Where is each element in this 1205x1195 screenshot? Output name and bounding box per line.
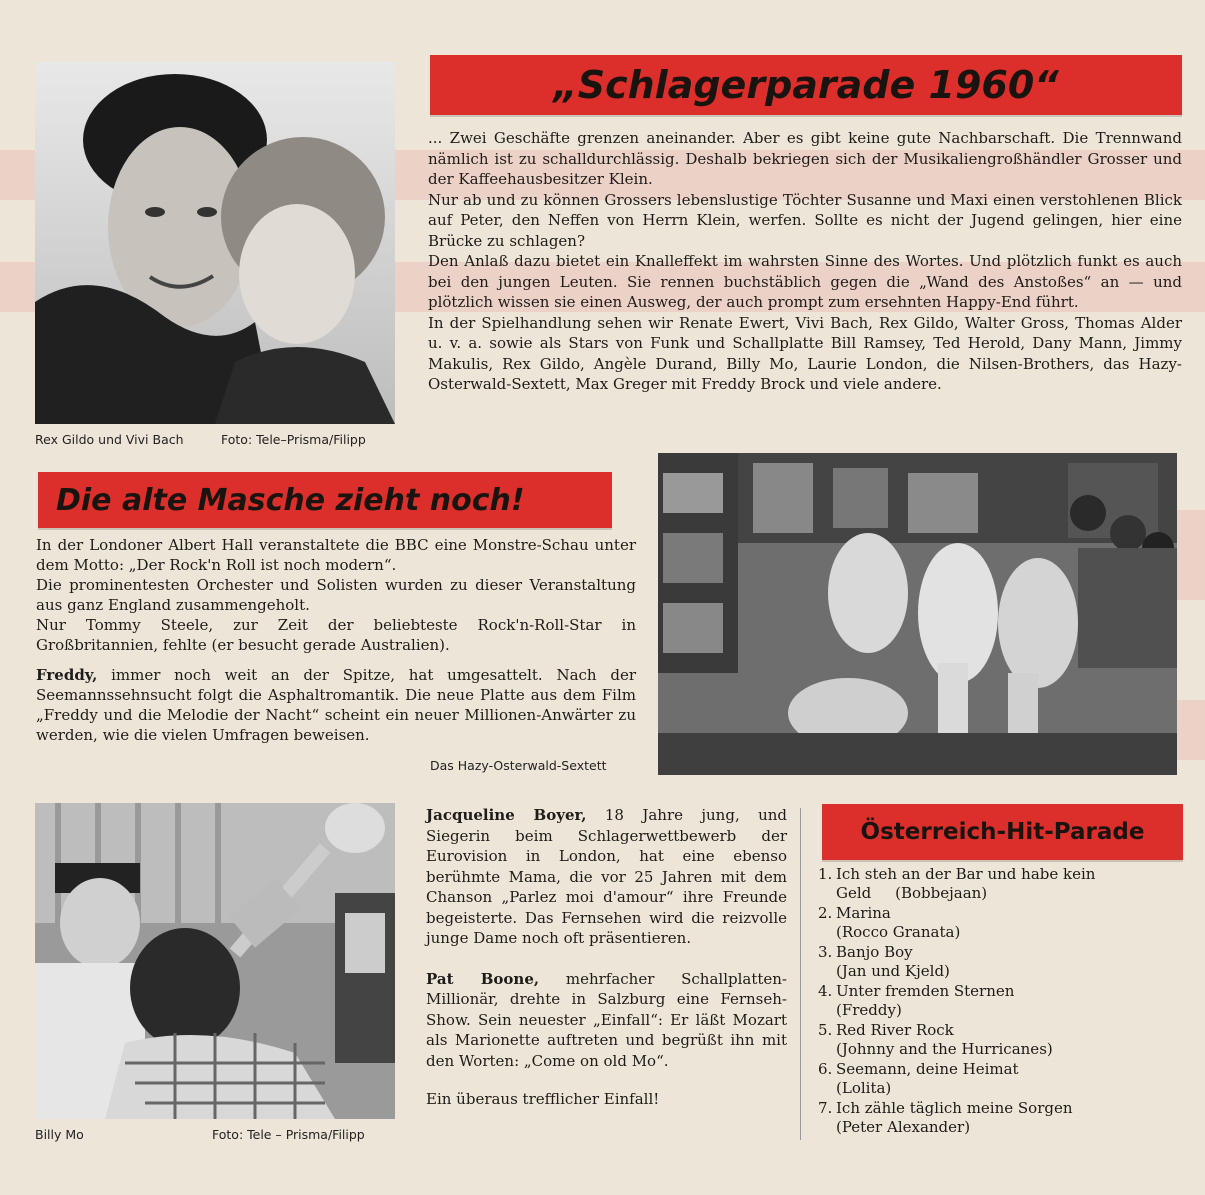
article-paragraph: ... Zwei Geschäfte grenzen aneinander. Aber es gibt keine gute Nachbarschaft. Die Trennwand nämlich ist zu schalldurchlässig. Deshalb bekriegen sich der Musikaliengroßhändler Grosser und der Kaffeehausbesitzer Klein. — [428, 129, 1182, 188]
list-item-number: 3. — [818, 943, 833, 961]
article-paragraph-freddy — [36, 665, 636, 745]
headline-hitparade — [822, 804, 1183, 860]
list-item — [818, 1099, 1183, 1137]
article-boyer-boone — [426, 805, 787, 1110]
list-item-title: Marina — [836, 904, 891, 922]
list-item-number: 2. — [818, 904, 833, 922]
hitparade-list — [818, 865, 1183, 1138]
caption-photo3-credit: Foto: Tele – Prisma/Filipp — [212, 1127, 365, 1142]
column-divider — [800, 808, 801, 1140]
list-item-number: 7. — [818, 1099, 833, 1117]
headline-schlagerparade — [430, 55, 1182, 115]
headline-alte-masche-text: Die alte Masche zieht noch! — [56, 482, 525, 518]
caption-photo1-names: Rex Gildo und Vivi Bach — [35, 432, 184, 447]
list-item — [818, 904, 1183, 942]
list-item-artist: (Lolita) — [836, 1079, 892, 1097]
article-paragraph-boone — [426, 969, 787, 1072]
article-paragraph: Den Anlaß dazu bietet ein Knalleffekt im wahrsten Sinne des Wortes. Und plötzlich funkt es auch bei den jungen Leuten. Sie rennen buchstäblich gegen die „Wand des Anstoßes“ an — und plötzlich wissen sie einen Ausweg, der auch prompt zum ersehnten Happy-End führt. — [428, 252, 1182, 311]
list-item — [818, 982, 1183, 1020]
list-item-title: Seemann, deine Heimat — [836, 1060, 1019, 1078]
list-item-number: 1. — [818, 865, 833, 883]
headline-hitparade-text: Österreich-Hit-Parade — [860, 819, 1145, 845]
list-item-title: Red River Rock — [836, 1021, 954, 1039]
list-item — [818, 1060, 1183, 1098]
article-alte-masche — [36, 535, 636, 745]
article-paragraph: Nur ab und zu können Grossers lebenslustige Töchter Susanne und Maxi einen verstohlenen Blick auf Peter, den Neffen von Herrn Klein, werfen. Sollte es nicht der Jugend gelingen, hier eine Brücke zu schlagen? — [428, 190, 1182, 250]
list-item-number: 5. — [818, 1021, 833, 1039]
caption-hazy-osterwald: Das Hazy-Osterwald-Sextett — [430, 758, 607, 773]
list-item-artist: (Freddy) — [836, 1001, 902, 1019]
article-paragraph: In der Spielhandlung sehen wir Renate Ewert, Vivi Bach, Rex Gildo, Walter Gross, Thomas Alder u. v. a. sowie als Stars von Funk und Schallplatte Bill Ramsey, Ted Herold, Dany Mann, Jimmy Makulis, Rex Gildo, Angèle Durand, Billy Mo, Laurie London, die Nilsen-Brothers, das Hazy-Osterwald-Sextett, Max Greger mit Freddy Brock und viele andere. — [428, 313, 1182, 393]
photo-hazy-osterwald-sextett — [658, 453, 1177, 775]
article-schlagerparade — [428, 128, 1182, 395]
list-item-artist: (Rocco Granata) — [836, 923, 961, 941]
caption-photo3-name: Billy Mo — [35, 1127, 84, 1142]
boone-bold: Pat Boone, — [426, 969, 540, 988]
list-item-artist: (Johnny and the Hurricanes) — [836, 1040, 1053, 1058]
article-paragraph-einfall: Ein überaus trefflicher Einfall! — [426, 1090, 660, 1108]
article-paragraph: Die prominentesten Orchester und Solisten wurden zu dieser Veranstaltung aus ganz England zusammengeholt. — [36, 576, 636, 614]
boone-text: mehrfacher Schallplatten-Millionär, drehte in Salzburg eine Fernseh-Show. Sein neuester „Einfall“: Er läßt Mozart als Marionette auftreten und begrüßt ihn mit den Worten: „Come on old Mo“. — [426, 969, 788, 1070]
pink-band — [1175, 700, 1205, 760]
caption-photo1-credit: Foto: Tele–Prisma/Filipp — [221, 432, 366, 447]
boyer-bold: Jacqueline Boyer, — [426, 806, 587, 824]
photo-rex-gildo-vivi-bach — [35, 62, 395, 424]
list-item — [818, 865, 1183, 903]
list-item-title: Ich zähle täglich meine Sorgen — [836, 1099, 1073, 1117]
list-item — [818, 1021, 1183, 1059]
list-item-title: Banjo Boy — [836, 943, 913, 961]
list-item-number: 6. — [818, 1060, 833, 1078]
list-item-artist: (Jan und Kjeld) — [836, 962, 950, 980]
list-item-number: 4. — [818, 982, 833, 1000]
pink-band — [1175, 510, 1205, 600]
article-paragraph: In der Londoner Albert Hall veranstaltete die BBC eine Monstre-Schau unter dem Motto: „Der Rock'n Roll ist noch modern“. — [36, 536, 636, 574]
article-paragraph: Nur Tommy Steele, zur Zeit der beliebteste Rock'n-Roll-Star in Großbritannien, fehlte (er besucht gerade Australien). — [36, 616, 636, 654]
list-item-title: Ich steh an der Bar und habe kein Geld — [836, 865, 1096, 902]
headline-alte-masche — [38, 472, 612, 528]
boyer-text: 18 Jahre jung, und Siegerin beim Schlagerwettbewerb der Eurovision in London, hat eine ebenso berühmte Mama, die vor 25 Jahren mit dem Chanson „Parlez moi d'amour“ ihre Freunde begeisterte. Das Fernsehen wird die reizvolle junge Dame noch oft präsentieren. — [426, 806, 787, 947]
freddy-text: immer noch weit an der Spitze, hat umgesattelt. Nach der Seemannssehnsucht folgt die Asphaltromantik. Die neue Platte aus dem Film „Freddy und die Melodie der Nacht“ scheint ein neuer Millionen-Anwärter zu werden, wie die vielen Umfragen beweisen. — [36, 666, 636, 744]
article-paragraph-boyer — [426, 805, 787, 949]
list-item — [818, 943, 1183, 981]
list-item-artist: (Peter Alexander) — [836, 1118, 971, 1136]
headline-schlagerparade-text: „Schlagerparade 1960“ — [553, 63, 1059, 107]
list-item-title: Unter fremden Sternen — [836, 982, 1015, 1000]
freddy-bold: Freddy, — [36, 666, 98, 684]
list-item-artist: (Bobbejaan) — [895, 884, 988, 902]
photo-billy-mo — [35, 803, 395, 1119]
